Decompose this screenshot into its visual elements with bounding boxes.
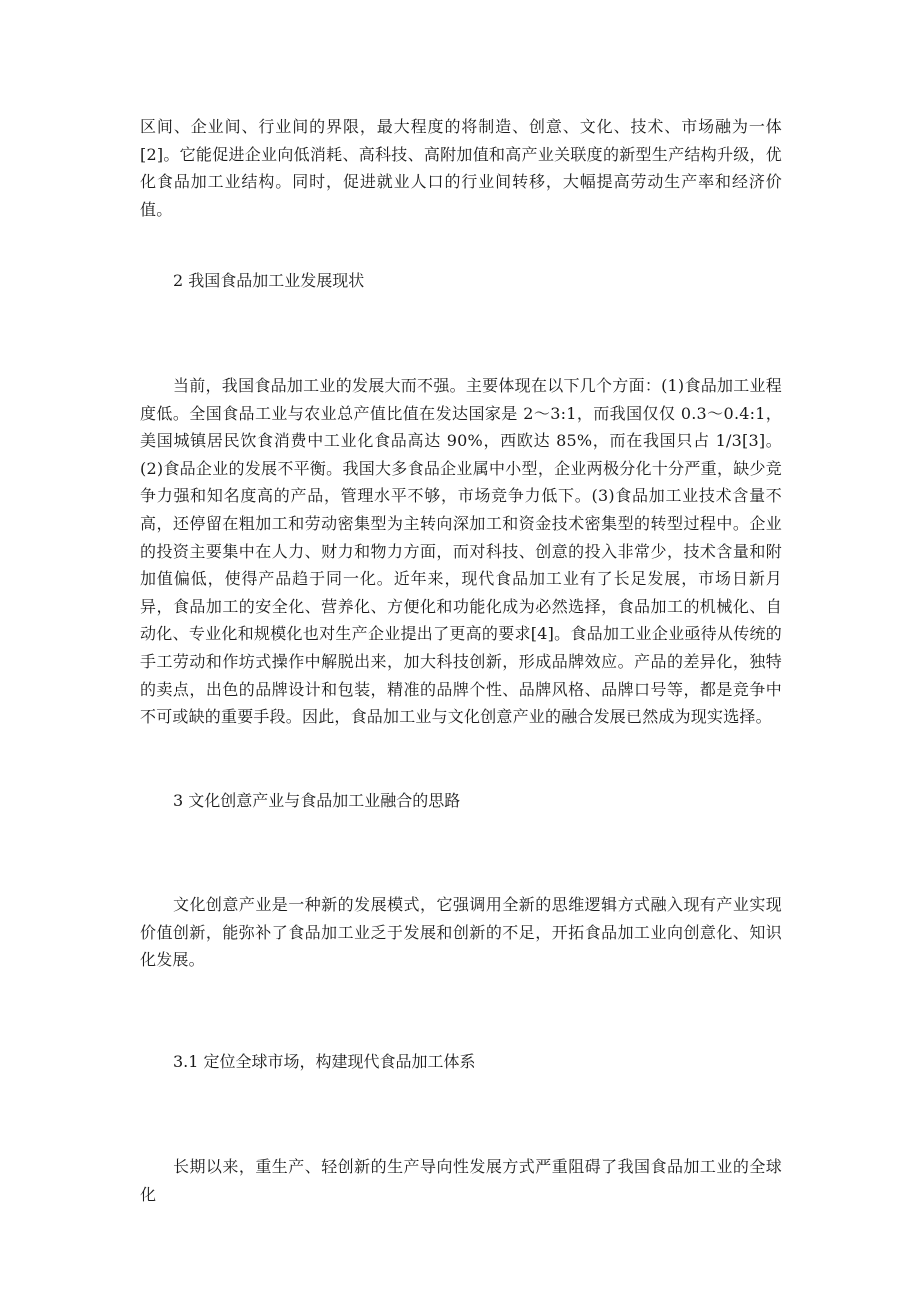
section-2-paragraph: 当前，我国食品加工业的发展大而不强。主要体现在以下几个方面：(1)食品加工业程度低。全国食品工业与农业总产值比值在发达国家是 2～3:1，而我国仅仅 0.3～0.4:1，美国城镇居民饮食消费中工业化食品高达 90%，西欧达 85%，而在我国只占 1/3[3]。(2)食品企业的发展不平衡。我国大多食品企业属中小型，企业两极分化十分严重，缺少竞争力强和知名度高的产品，管理水平不够，市场竞争力低下。(3)食品加工业技术含量不高，还停留在粗加工和劳动密集型为主转向深加工和资金技术密集型的转型过程中。企业的投资主要集中在人力、财力和物力方面，而对科技、创意的投入非常少，技术含量和附加值偏低，使得产品趋于同一化。近年来，现代食品加工业有了长足发展，市场日新月异，食品加工的安全化、营养化、方便化和功能化成为必然选择，食品加工的机械化、自动化、专业化和规模化也对生产企业提出了更高的要求[4]。食品加工业企业亟待从传统的手工劳动和作坊式操作中解脱出来，加大科技创新，形成品牌效应。产品的差异化，独特的卖点，出色的品牌设计和包装，精准的品牌个性、品牌风格、品牌口号等，都是竞争中不可或缺的重要手段。因此，食品加工业与文化创意产业的融合发展已然成为现实选择。 <box>140 376 782 727</box>
intro-paragraph: 区间、企业间、行业间的界限，最大程度的将制造、创意、文化、技术、市场融为一体[2]。它能促进企业向低消耗、高科技、高附加值和高产业关联度的新型生产结构升级，优化食品加工业结构。同时，促进就业人口的行业间转移，大幅提高劳动生产率和经济价值。 <box>140 117 782 219</box>
section-3-paragraph: 文化创意产业是一种新的发展模式，它强调用全新的思维逻辑方式融入现有产业实现价值创新，能弥补了食品加工业乏于发展和创新的不足，开拓食品加工业向创意化、知识化发展。 <box>140 895 782 970</box>
section-3-1-paragraph: 长期以来，重生产、轻创新的生产导向性发展方式严重阻碍了我国食品加工业的全球化 <box>140 1157 782 1204</box>
section-2-heading: 2 我国食品加工业发展现状 <box>173 271 365 290</box>
section-3-heading: 3 文化创意产业与食品加工业融合的思路 <box>173 791 461 810</box>
section-3-1-heading: 3.1 定位全球市场，构建现代食品加工体系 <box>173 1052 476 1071</box>
